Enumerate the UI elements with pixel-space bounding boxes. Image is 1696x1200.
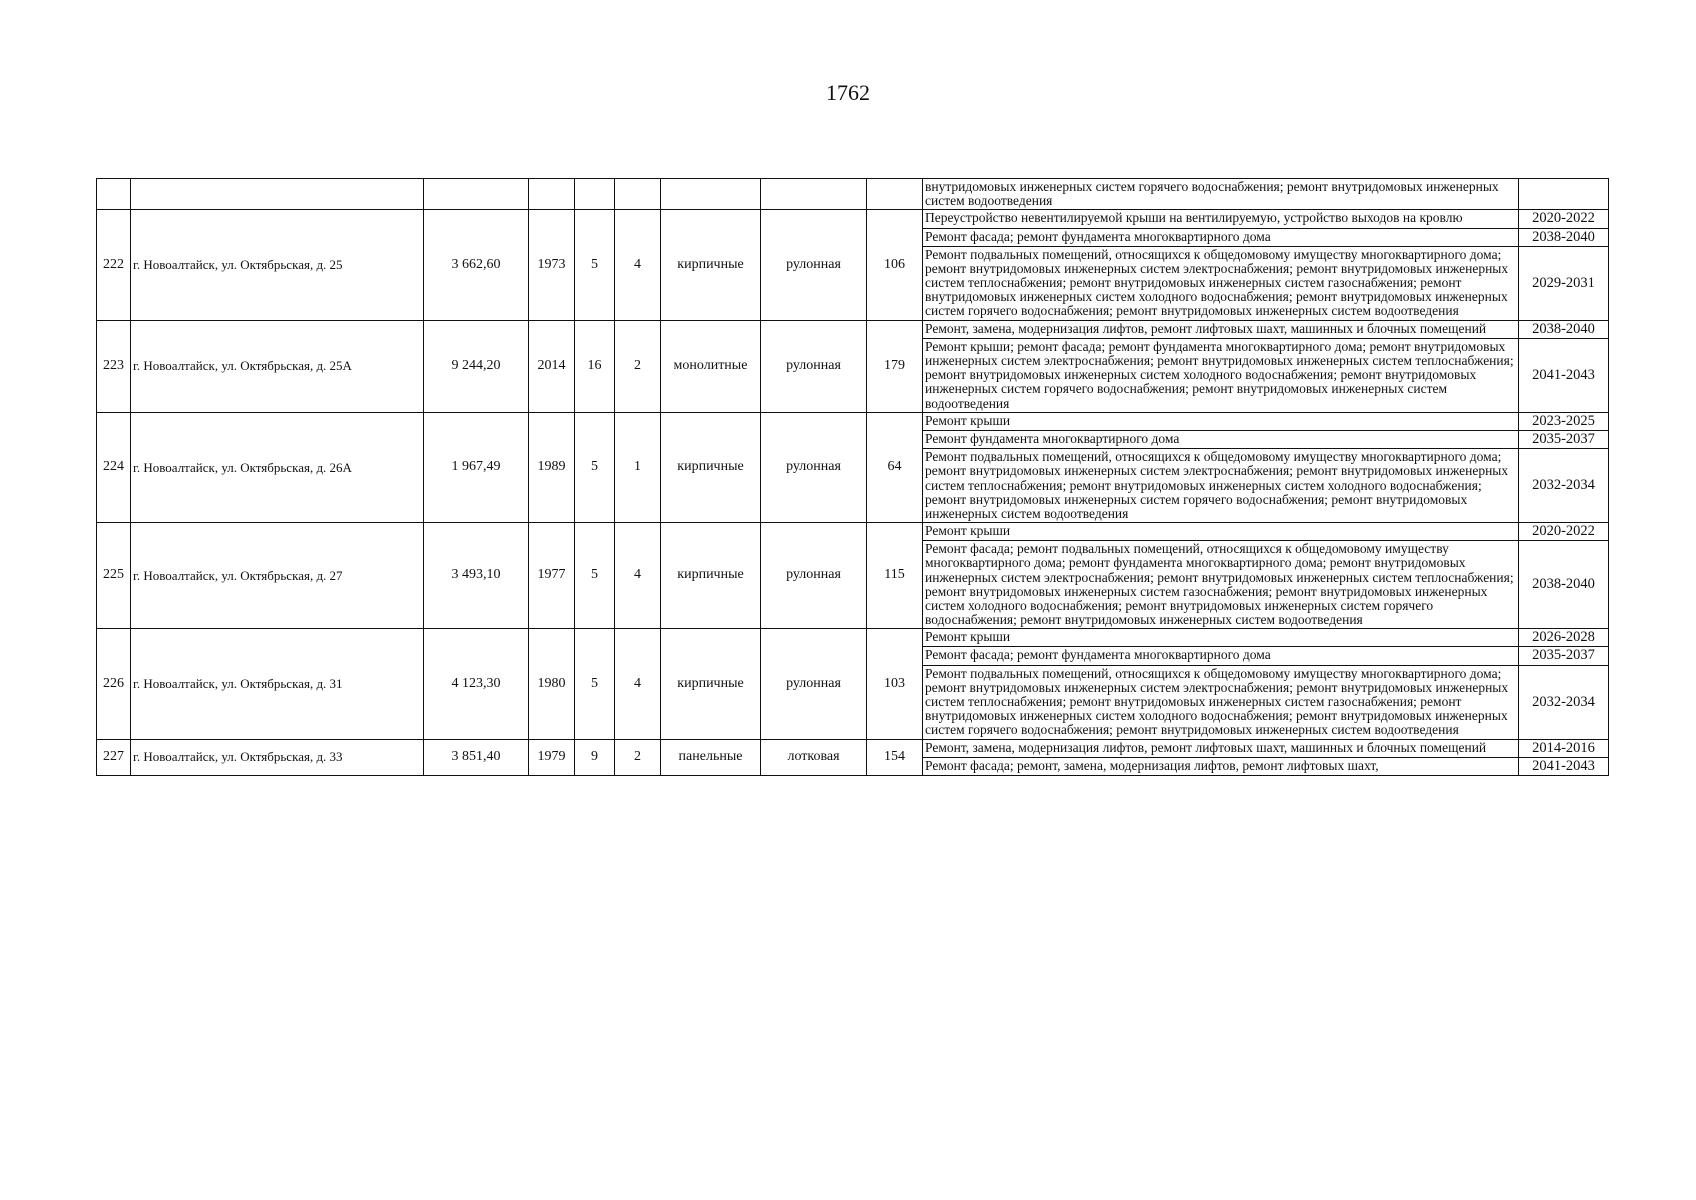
resident-count-empty (867, 179, 923, 210)
build-year: 1989 (529, 412, 575, 522)
building-address: г. Новоалтайск, ул. Октябрьская, д. 31 (131, 629, 424, 739)
table-row (97, 210, 1609, 228)
building-repair-table (96, 178, 1609, 776)
resident-count: 103 (867, 629, 923, 739)
roof-type: рулонная (761, 210, 867, 320)
total-area-empty (424, 179, 529, 210)
table-row (97, 412, 1609, 430)
work-period: 2029-2031 (1519, 246, 1609, 320)
building-address: г. Новоалтайск, ул. Октябрьская, д. 27 (131, 523, 424, 629)
row-number: 226 (97, 629, 131, 739)
work-description: Ремонт крыши (923, 412, 1519, 430)
wall-material: монолитные (661, 320, 761, 412)
entrance-count: 4 (615, 523, 661, 629)
row-number: 224 (97, 412, 131, 522)
building-address: г. Новоалтайск, ул. Октябрьская, д. 33 (131, 739, 424, 775)
roof-type: рулонная (761, 412, 867, 522)
entrance-count-empty (615, 179, 661, 210)
build-year: 1973 (529, 210, 575, 320)
wall-material-empty (661, 179, 761, 210)
work-description: Ремонт фасада; ремонт подвальных помещений, относящихся к общедомовому имуществу многоквартирного дома; ремонт фундамента многоквартирного дома; ремонт внутридомовых инженерных систем электроснабжения; ремонт внутридомовых инженерных систем теплоснабжения; ремонт внутридомовых инженерных систем газоснабжения; ремонт внутридомовых инженерных систем холодного водоснабжения; ремонт внутридомовых инженерных систем горячего водоснабжения; ремонт внутридомовых инженерных систем водоотведения (923, 541, 1519, 629)
work-period: 2038-2040 (1519, 541, 1609, 629)
work-period: 2026-2028 (1519, 629, 1609, 647)
work-period: 2041-2043 (1519, 757, 1609, 775)
work-description: Переустройство невентилируемой крыши на вентилируемую, устройство выходов на кровлю (923, 210, 1519, 228)
work-period: 2035-2037 (1519, 647, 1609, 665)
row-number-empty (97, 179, 131, 210)
row-number: 225 (97, 523, 131, 629)
work-description: Ремонт подвальных помещений, относящихся к общедомовому имуществу многоквартирного дома; ремонт внутридомовых инженерных систем электроснабжения; ремонт внутридомовых инженерных систем теплоснабжения; ремонт внутридомовых инженерных систем холодного водоснабжения; ремонт внутридомовых инженерных систем горячего водоснабжения; ремонт внутридомовых инженерных систем водоотведения (923, 449, 1519, 523)
build-year-empty (529, 179, 575, 210)
wall-material: кирпичные (661, 629, 761, 739)
work-period: 2014-2016 (1519, 739, 1609, 757)
building-address: г. Новоалтайск, ул. Октябрьская, д. 25 (131, 210, 424, 320)
wall-material: кирпичные (661, 523, 761, 629)
floor-count: 9 (575, 739, 615, 775)
work-description: Ремонт фасада; ремонт, замена, модернизация лифтов, ремонт лифтовых шахт, (923, 757, 1519, 775)
table-row (97, 523, 1609, 541)
entrance-count: 1 (615, 412, 661, 522)
row-number: 222 (97, 210, 131, 320)
work-description: Ремонт крыши; ремонт фасада; ремонт фундамента многоквартирного дома; ремонт внутридомовых инженерных систем электроснабжения; ремонт внутридомовых инженерных систем теплоснабжения; ремонт внутридомовых инженерных систем холодного водоснабжения; ремонт внутридомовых инженерных систем горячего водоснабжения; ремонт внутридомовых инженерных систем водоотведения (923, 338, 1519, 412)
roof-type: лотковая (761, 739, 867, 775)
work-period: 2020-2022 (1519, 210, 1609, 228)
building-address: г. Новоалтайск, ул. Октябрьская, д. 26А (131, 412, 424, 522)
work-description: Ремонт, замена, модернизация лифтов, ремонт лифтовых шахт, машинных и блочных помещений (923, 320, 1519, 338)
table-row (97, 320, 1609, 338)
total-area: 1 967,49 (424, 412, 529, 522)
floor-count: 16 (575, 320, 615, 412)
total-area: 3 851,40 (424, 739, 529, 775)
wall-material: панельные (661, 739, 761, 775)
build-year: 1980 (529, 629, 575, 739)
work-description: внутридомовых инженерных систем горячего водоснабжения; ремонт внутридомовых инженерных систем водоотведения (923, 179, 1519, 210)
resident-count: 106 (867, 210, 923, 320)
total-area: 4 123,30 (424, 629, 529, 739)
floor-count: 5 (575, 210, 615, 320)
work-description: Ремонт фундамента многоквартирного дома (923, 430, 1519, 448)
work-period: 2032-2034 (1519, 665, 1609, 739)
build-year: 2014 (529, 320, 575, 412)
work-description: Ремонт подвальных помещений, относящихся к общедомовому имуществу многоквартирного дома; ремонт внутридомовых инженерных систем электроснабжения; ремонт внутридомовых инженерных систем теплоснабжения; ремонт внутридомовых инженерных систем газоснабжения; ремонт внутридомовых инженерных систем холодного водоснабжения; ремонт внутридомовых инженерных систем горячего водоснабжения; ремонт внутридомовых инженерных систем водоотведения (923, 246, 1519, 320)
work-period: 2020-2022 (1519, 523, 1609, 541)
work-description: Ремонт подвальных помещений, относящихся к общедомовому имуществу многоквартирного дома; ремонт внутридомовых инженерных систем электроснабжения; ремонт внутридомовых инженерных систем теплоснабжения; ремонт внутридомовых инженерных систем газоснабжения; ремонт внутридомовых инженерных систем холодного водоснабжения; ремонт внутридомовых инженерных систем горячего водоснабжения; ремонт внутридомовых инженерных систем водоотведения (923, 665, 1519, 739)
page-number: 1762 (826, 80, 870, 105)
table-body (97, 179, 1609, 776)
work-description: Ремонт крыши (923, 523, 1519, 541)
roof-type-empty (761, 179, 867, 210)
build-year: 1977 (529, 523, 575, 629)
work-period: 2038-2040 (1519, 320, 1609, 338)
total-area: 9 244,20 (424, 320, 529, 412)
work-description: Ремонт крыши (923, 629, 1519, 647)
work-period: 2035-2037 (1519, 430, 1609, 448)
resident-count: 115 (867, 523, 923, 629)
building-address-empty (131, 179, 424, 210)
resident-count: 154 (867, 739, 923, 775)
work-period: 2038-2040 (1519, 228, 1609, 246)
table-row (97, 739, 1609, 757)
roof-type: рулонная (761, 629, 867, 739)
resident-count: 64 (867, 412, 923, 522)
floor-count-empty (575, 179, 615, 210)
row-number: 223 (97, 320, 131, 412)
work-period: 2041-2043 (1519, 338, 1609, 412)
entrance-count: 4 (615, 629, 661, 739)
entrance-count: 2 (615, 320, 661, 412)
work-description: Ремонт фасада; ремонт фундамента многоквартирного дома (923, 647, 1519, 665)
work-period: 2023-2025 (1519, 412, 1609, 430)
total-area: 3 493,10 (424, 523, 529, 629)
total-area: 3 662,60 (424, 210, 529, 320)
table-row (97, 179, 1609, 210)
floor-count: 5 (575, 523, 615, 629)
building-address: г. Новоалтайск, ул. Октябрьская, д. 25А (131, 320, 424, 412)
roof-type: рулонная (761, 523, 867, 629)
work-period (1519, 179, 1609, 210)
entrance-count: 4 (615, 210, 661, 320)
floor-count: 5 (575, 412, 615, 522)
floor-count: 5 (575, 629, 615, 739)
build-year: 1979 (529, 739, 575, 775)
roof-type: рулонная (761, 320, 867, 412)
entrance-count: 2 (615, 739, 661, 775)
work-description: Ремонт фасада; ремонт фундамента многоквартирного дома (923, 228, 1519, 246)
table-row (97, 629, 1609, 647)
wall-material: кирпичные (661, 412, 761, 522)
work-period: 2032-2034 (1519, 449, 1609, 523)
resident-count: 179 (867, 320, 923, 412)
row-number: 227 (97, 739, 131, 775)
work-description: Ремонт, замена, модернизация лифтов, ремонт лифтовых шахт, машинных и блочных помещений (923, 739, 1519, 757)
wall-material: кирпичные (661, 210, 761, 320)
